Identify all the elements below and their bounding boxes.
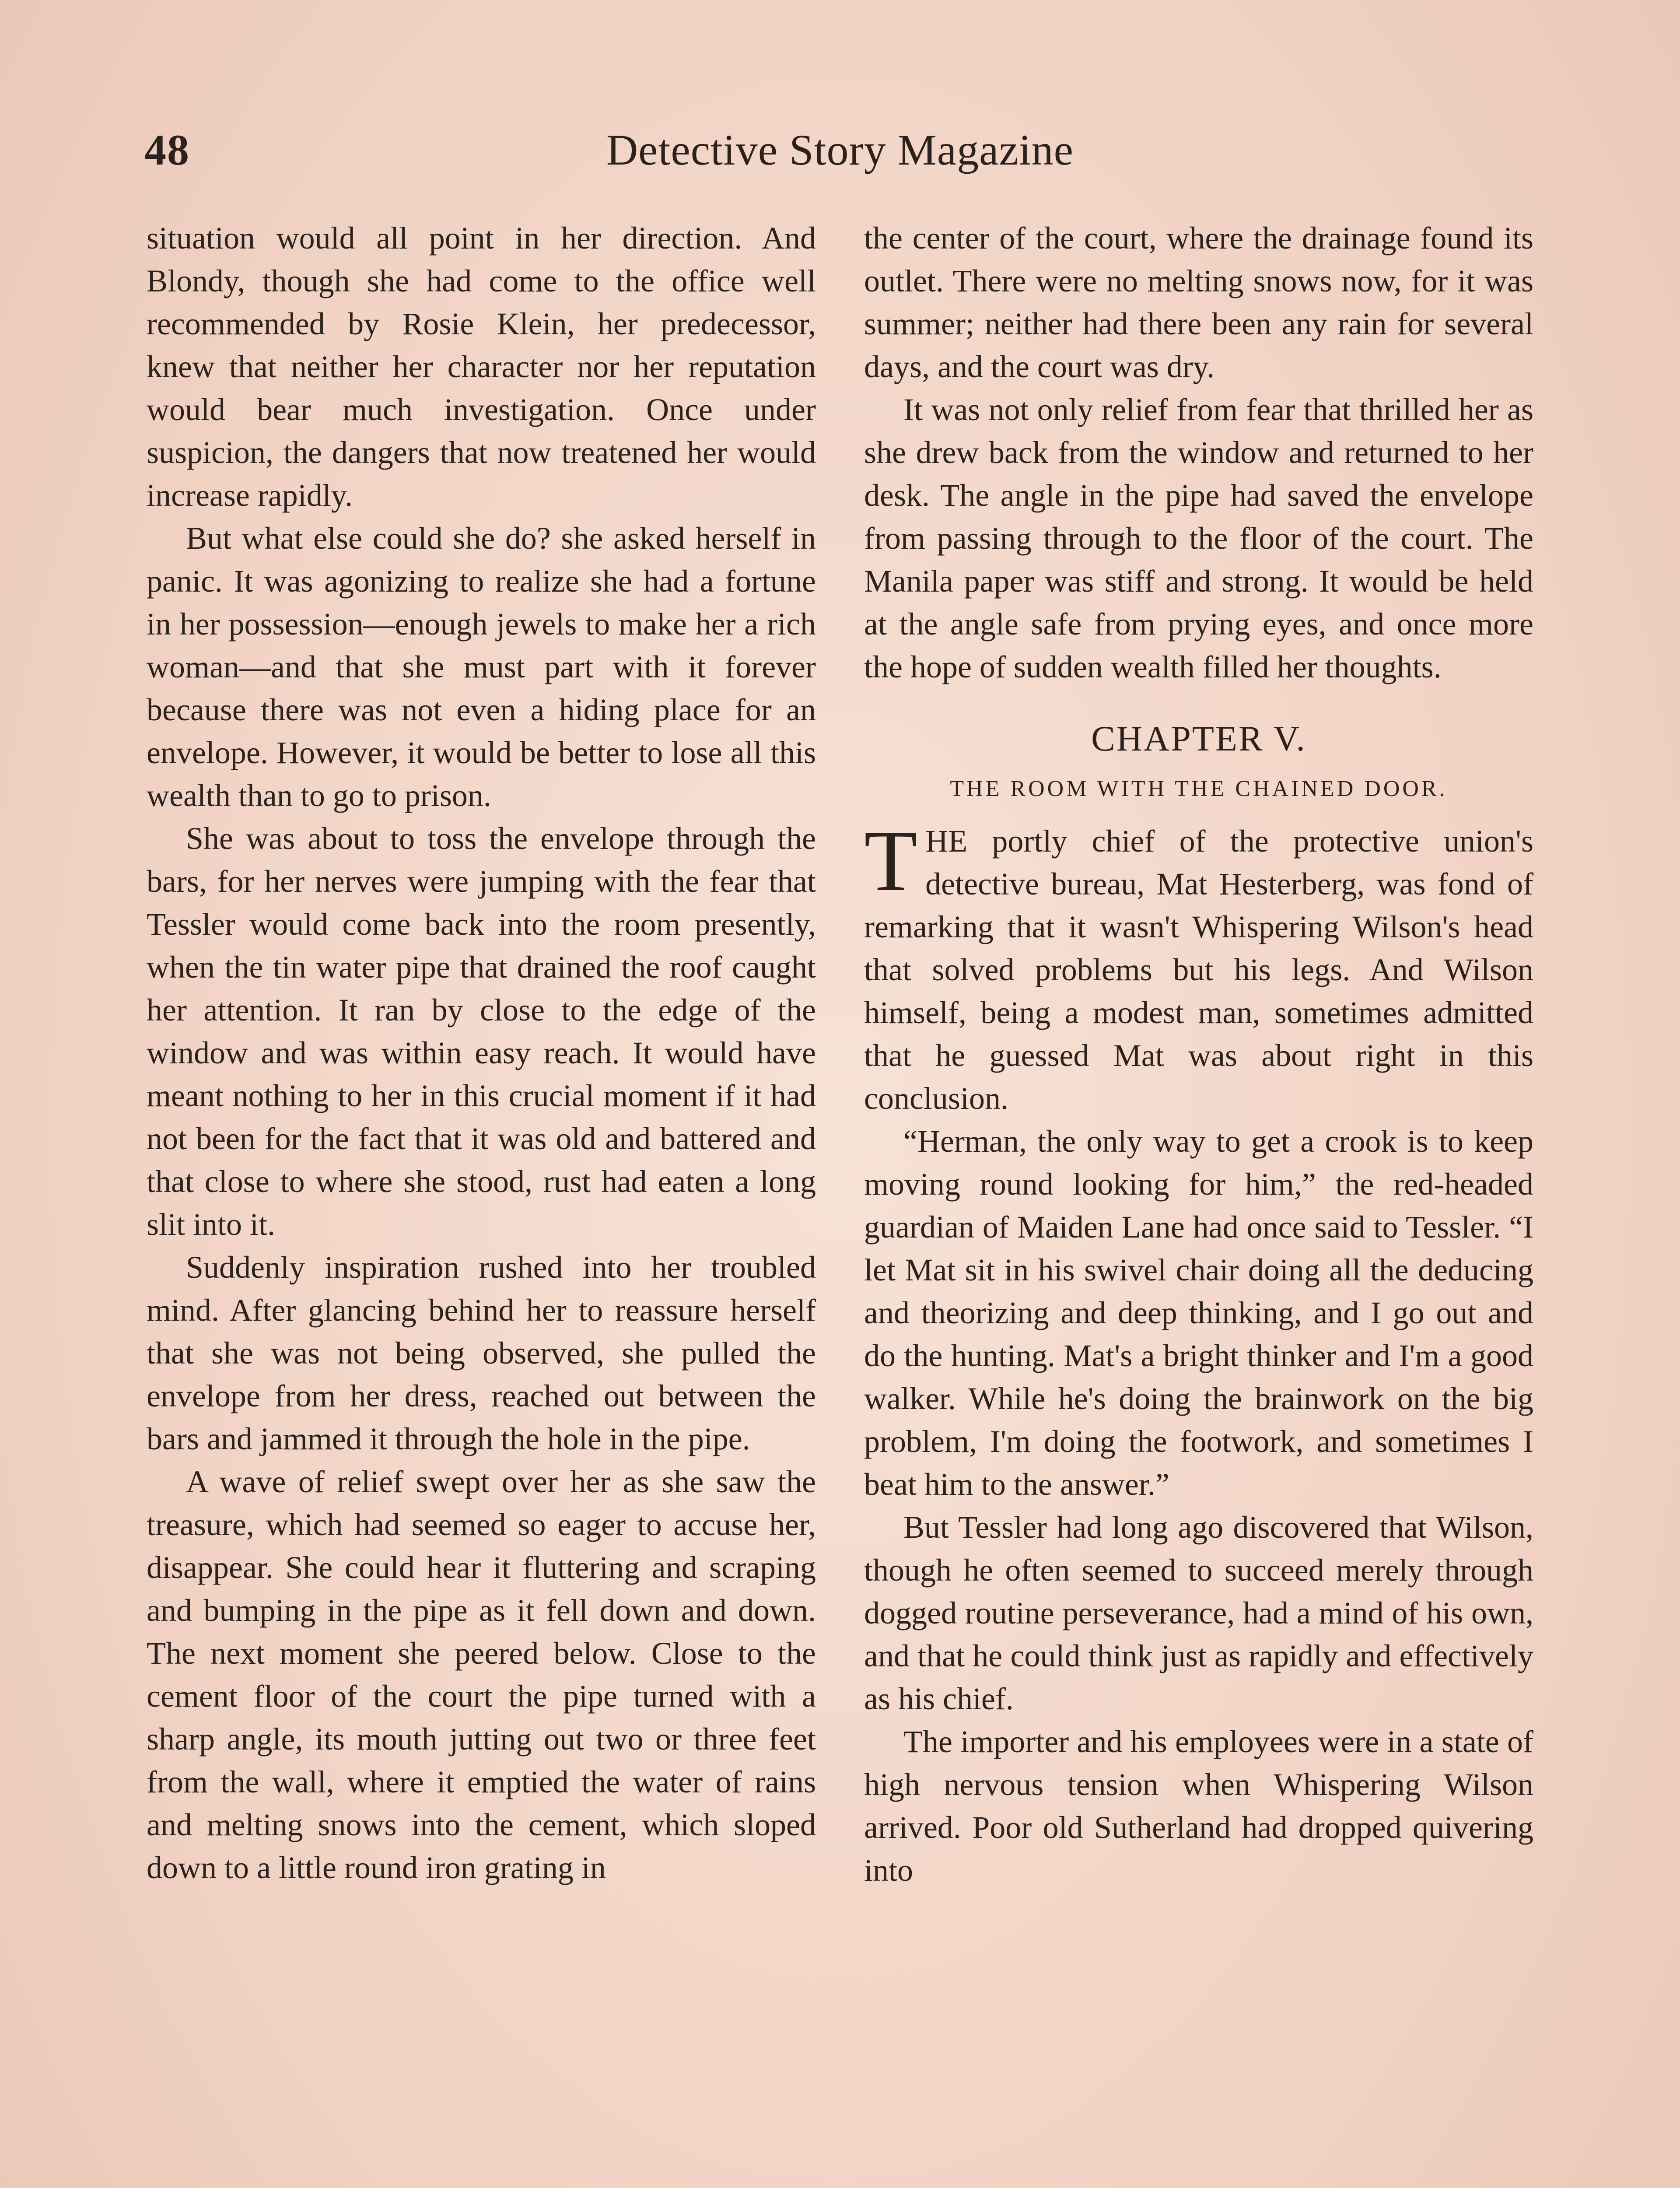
chapter-subtitle: THE ROOM WITH THE CHAINED DOOR. — [950, 776, 1448, 801]
chapter-heading: CHAPTER V. — [1091, 719, 1306, 758]
opening-text: HE portly chief of the protective union's detective bureau, Mat Hesterberg, was fond of remarking that it wasn't Whispering Wilson's head that solved problems but his legs. And Wilson himself, being a modest man, sometimes admitted that he guessed Mat was about right in this conclusion. — [864, 824, 1533, 1116]
page-header — [144, 125, 1536, 190]
chapter-opening-paragraph — [864, 813, 1533, 1120]
right-column — [864, 217, 1533, 1892]
left-column — [147, 217, 816, 1889]
drop-cap: T — [864, 813, 918, 909]
paragraph: But Tessler had long ago discovered that Wilson, though he often seemed to succeed merely through dogged routine perseverance, had a mind of his own, and that he could think just as rapidly and effectively as his chief. — [864, 1510, 1533, 1716]
paragraph: situation would all point in her direction. And Blondy, though she had come to the office well recommended by Rosie Klein, her predecessor, knew that neither her character nor her reputation would bear much investigation. Once under suspicion, the dangers that now treatened her would increase rapidly. — [147, 221, 816, 513]
paragraph: She was about to toss the envelope through the bars, for her nerves were jumping with the fear that Tessler would come back into the room presently, when the tin water pipe that drained the roof caught her attention. It ran by close to the edge of the window and was within easy reach. It would have meant nothing to her in this crucial moment if it had not been for the fact that it was old and battered and that close to where she stood, rust had eaten a long slit into it. — [147, 821, 816, 1242]
running-title: Detective Story Magazine — [606, 126, 1074, 174]
paragraph: the center of the court, where the drainage found its outlet. There were no melting snows now, for it was summer; neither had there been any rain for several days, and the court was dry. — [864, 221, 1533, 384]
paragraph: Suddenly inspiration rushed into her troubled mind. After glancing behind her to reassure herself that she was not being observed, she pulled the envelope from her dress, reached out between the bars and jammed it through the hole in the pipe. — [147, 1250, 816, 1456]
paragraph: A wave of relief swept over her as she saw the treasure, which had seemed so eager to accuse her, disappear. She could hear it fluttering and scraping and bumping in the pipe as it fell down and down. The next moment she peered below. Close to the cement floor of the court the pipe turned with a sharp angle, its mouth jutting out two or three feet from the wall, where it emptied the water of rains and melting snows into the cement, which sloped down to a little round iron grating in — [147, 1464, 816, 1885]
paragraph: “Herman, the only way to get a crook is to keep moving round looking for him,” the red-headed guardian of Maiden Lane had once said to Tessler. “I let Mat sit in his swivel chair doing all the deducing and theorizing and deep thinking, and I go out and do the hunting. Mat's a bright thinker and I'm a good walker. While he's doing the brainwork on the big problem, I'm doing the footwork, and sometimes I beat him to the answer.” — [864, 1124, 1533, 1502]
paragraph: It was not only relief from fear that thrilled her as she drew back from the window and returned to her desk. The angle in the pipe had saved the envelope from passing through to the floor of the court. The Manila paper was stiff and strong. It would be held at the angle safe from prying eyes, and once more the hope of sudden wealth filled her thoughts. — [864, 392, 1533, 684]
paragraph: The importer and his employees were in a state of high nervous tension when Whispering Wilson arrived. Poor old Sutherland had dropped quivering into — [864, 1724, 1533, 1888]
paragraph: But what else could she do? she asked herself in panic. It was agonizing to realize she had a fortune in her possession—enough jewels to make her a rich woman—and that she must part with it forever because there was not even a hiding place for an envelope. However, it would be better to lose all this wealth than to go to prison. — [147, 521, 816, 813]
page-number: 48 — [144, 126, 190, 174]
